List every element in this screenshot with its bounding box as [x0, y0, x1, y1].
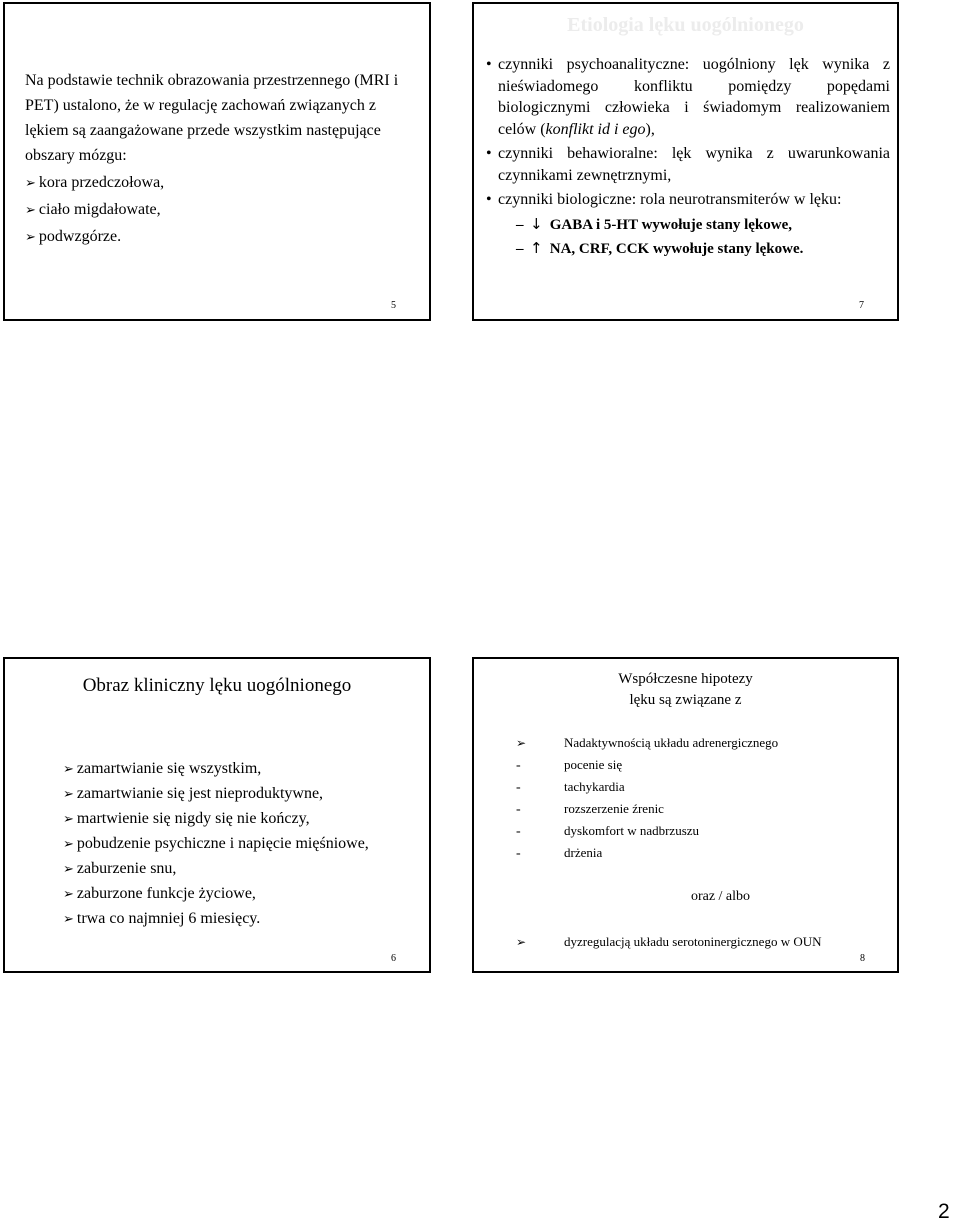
arrowhead-bullet-icon: ➢ — [25, 176, 36, 191]
arrowhead-bullet-icon: ➢ — [63, 762, 74, 777]
slide-number: 8 — [860, 953, 865, 964]
arrowhead-bullet-icon: ➢ — [63, 787, 74, 802]
slide-7-title: Etiologia lęku uogólnionego — [567, 14, 804, 36]
arrowhead-bullet-icon: ➢ — [25, 203, 36, 218]
slide-number: 7 — [859, 300, 864, 311]
list-item: ➢ dyzregulacją układu serotoninergicznego w OUN — [516, 934, 822, 949]
slide-8-title: Współczesne hipotezy lęku są związane z — [618, 671, 753, 708]
arrowhead-bullet-icon: ➢ — [516, 736, 527, 750]
arrowhead-bullet-icon: ➢ — [63, 912, 74, 927]
list-item: - tachykardia — [516, 779, 625, 795]
list-item: ➢ zaburzone funkcje życiowe, — [63, 885, 256, 902]
etiology-list — [486, 54, 890, 264]
dash-bullet: - — [516, 758, 521, 773]
list-item: ➢ Nadaktywnością układu adrenergicznego — [516, 735, 779, 750]
arrow-down-icon: ↓ — [530, 214, 543, 233]
slide-8 — [472, 657, 899, 973]
slide-7 — [472, 2, 899, 321]
slide-number: 6 — [391, 953, 396, 964]
slide-6 — [3, 657, 431, 973]
dash-bullet: - — [516, 780, 521, 795]
dash-bullet: - — [516, 824, 521, 839]
slide-6-title: Obraz kliniczny lęku uogólnionego — [82, 675, 352, 696]
list-item: • czynniki behawioralne: lęk wynika z uwarunkowania czynnikami zewnętrznymi, — [486, 145, 890, 184]
arrow-up-icon: ↑ — [530, 238, 543, 257]
list-item: – ↓ GABA i 5-HT wywołuje stany lękowe, — [516, 213, 890, 237]
dash-bullet: - — [516, 846, 521, 861]
list-item: ➢ ciało migdałowate, — [25, 201, 161, 218]
symptoms-list — [63, 757, 369, 932]
or-text: oraz / albo — [690, 889, 751, 904]
page-number: 2 — [938, 1200, 950, 1223]
list-item: - pocenie się — [516, 757, 623, 773]
arrowhead-bullet-icon: ➢ — [516, 935, 527, 949]
arrowhead-bullet-icon: ➢ — [63, 837, 74, 852]
list-item: - drżenia — [516, 845, 603, 861]
list-item: • czynniki psychoanalityczne: uogólniony lęk wynika z nieświadomego konfliktu pomiędzy popędami biologicznymi człowieka i świadomym realizowaniem celów (konflikt id i ego), — [486, 56, 890, 138]
list-item: ➢ zaburzenie snu, — [63, 860, 177, 877]
arrowhead-bullet-icon: ➢ — [63, 812, 74, 827]
list-item: - dyskomfort w nadbrzuszu — [516, 823, 700, 839]
arrowhead-bullet-icon: ➢ — [25, 230, 36, 245]
list-item: ➢ zamartwianie się jest nieproduktywne, — [63, 785, 324, 802]
arrowhead-bullet-icon: ➢ — [63, 887, 74, 902]
list-item: ➢ trwa co najmniej 6 miesięcy. — [63, 910, 261, 927]
arrowhead-bullet-icon: ➢ — [63, 862, 74, 877]
slide-5-intro: Na podstawie technik obrazowania przestrzennego (MRI i PET) ustalono, że w regulację zachowań związanych z lękiem są zaangażowane przede wszystkim następujące obszary mózgu: — [25, 72, 399, 164]
brain-areas-list — [25, 170, 405, 251]
list-item: ➢ zamartwianie się wszystkim, — [63, 760, 262, 777]
list-item: ➢ martwienie się nigdy się nie kończy, — [63, 810, 310, 827]
dot-bullet-icon: • — [486, 191, 492, 208]
slide-5 — [3, 2, 431, 321]
list-item: ➢ pobudzenie psychiczne i napięcie mięśniowe, — [63, 835, 369, 852]
dot-bullet-icon: • — [486, 56, 492, 73]
dot-bullet-icon: • — [486, 145, 492, 162]
list-item: • czynniki biologiczne: rola neurotransmiterów w lęku: – ↓ GABA i 5-HT wywołuje stany lękowe, – ↑ NA, CRF, CCK wywołuje stany lękowe. — [486, 189, 890, 261]
slide-5-body — [25, 68, 405, 251]
dash-bullet: - — [516, 802, 521, 817]
slide-number: 5 — [391, 300, 396, 311]
list-item: ➢ podwzgórze. — [25, 228, 122, 245]
list-item: – ↑ NA, CRF, CCK wywołuje stany lękowe. — [516, 237, 890, 261]
list-item: - rozszerzenie źrenic — [516, 801, 664, 817]
list-item: ➢ kora przedczołowa, — [25, 174, 165, 191]
neurotransmitter-list — [498, 213, 890, 261]
